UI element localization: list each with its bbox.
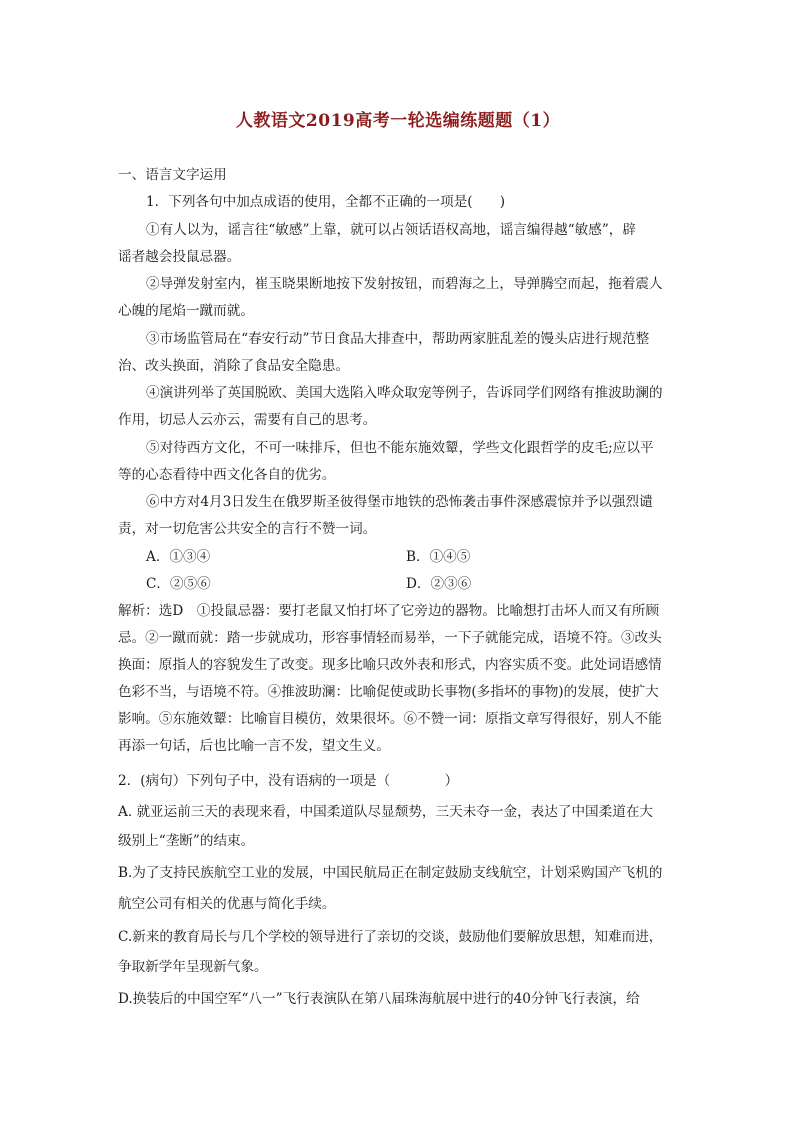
question-1-line: 心魄的尾焰一蹴而就。 [118,303,254,319]
option-b: B．①④⑤ [406,549,471,565]
analysis-line: 色彩不当，与语境不符。④推波助澜：比喻促使或助长事物(多指坏的事物)的发展，使扩大 [118,684,659,700]
question-1-line: ②导弹发射室内，崔玉晓果断地按下发射按钮，而碧海之上，导弹腾空而起，拖着震人 [146,276,663,292]
question-1-line: ①有人以为，谣言往“敏感”上靠，就可以占领话语权高地，谣言编得越“敏感”，辟 [146,222,636,238]
question-2-line: B.为了支持民族航空工业的发展，中国民航局正在制定鼓励支线航空，计划采购国产飞机的 [118,865,663,881]
question-1-line: ④演讲列举了英国脱欧、美国大选陷入哗众取宠等例子，告诉同学们网络有推波助澜的 [146,385,663,401]
question-2-line: C.新来的教育局长与几个学校的领导进行了亲切的交谈，鼓励他们要解放思想，知难而进， [118,929,663,945]
question-1-line: ⑤对待西方文化，不可一味排斥，但也不能东施效颦，学些文化跟哲学的皮毛;应以平 [146,440,654,456]
question-1-line: ③市场监管局在“春安行动”节日食品大排查中，帮助两家脏乱差的馒头店进行规范整 [146,331,650,347]
question-1-stem: 1．下列各句中加点成语的使用，全都不正确的一项是( ) [146,194,506,210]
option-d: D．②③⑥ [406,576,472,592]
question-1-line: 治、改头换面，消除了食品安全隐患。 [118,358,350,374]
question-1-line: ⑥中方对4月3日发生在俄罗斯圣彼得堡市地铁的恐怖袭击事件深感震惊并予以强烈谴 [146,494,653,510]
question-2-stem: 2．(病句）下列句子中，没有语病的一项是（ ） [118,773,459,789]
option-a: A．①③④ [146,549,211,565]
question-2-line: 级别上“垄断”的结束。 [118,833,255,849]
question-1-line: 作用，切忌人云亦云，需要有自己的思考。 [118,412,377,428]
analysis-line: 解析：选D ①投鼠忌器：要打老鼠又怕打坏了它旁边的器物。比喻想打击坏人而又有所顾 [118,603,660,619]
question-2-line: D.换装后的中国空军“八一”飞行表演队在第八届珠海航展中进行的40分钟飞行表演，给 [118,991,640,1007]
section-heading: 一、语言文字运用 [118,167,227,183]
analysis-line: 换面：原指人的容貌发生了改变。现多比喻只改外表和形式，内容实质不变。此处词语感情 [118,657,662,673]
question-2-line: 争取新学年呈现新气象。 [118,959,268,975]
analysis-line: 忌。②一蹴而就：踏一步就成功，形容事情轻而易举，一下子就能完成，语境不符。③改头 [118,630,662,646]
analysis-line: 影响。⑤东施效颦：比喻盲目模仿，效果很坏。⑥不赞一词：原指文章写得很好，别人不能 [118,711,662,727]
question-1-line: 等的心态看待中西文化各自的优劣。 [118,467,336,483]
document-title: 人教语文2019高考一轮选编练题题（1） [235,111,561,131]
question-2-line: 航空公司有相关的优惠与简化手续。 [118,896,336,912]
option-c: C．②⑤⑥ [146,576,211,592]
analysis-line: 再添一句话，后也比喻一言不发，望文生义。 [118,738,390,754]
question-1-line: 责，对一切危害公共安全的言行不赞一词。 [118,521,377,537]
question-1-line: 谣者越会投鼠忌器。 [118,249,241,265]
question-2-line: A. 就亚运前三天的表现来看，中国柔道队尽显颓势，三天未夺一金，表达了中国柔道在大 [118,804,654,820]
